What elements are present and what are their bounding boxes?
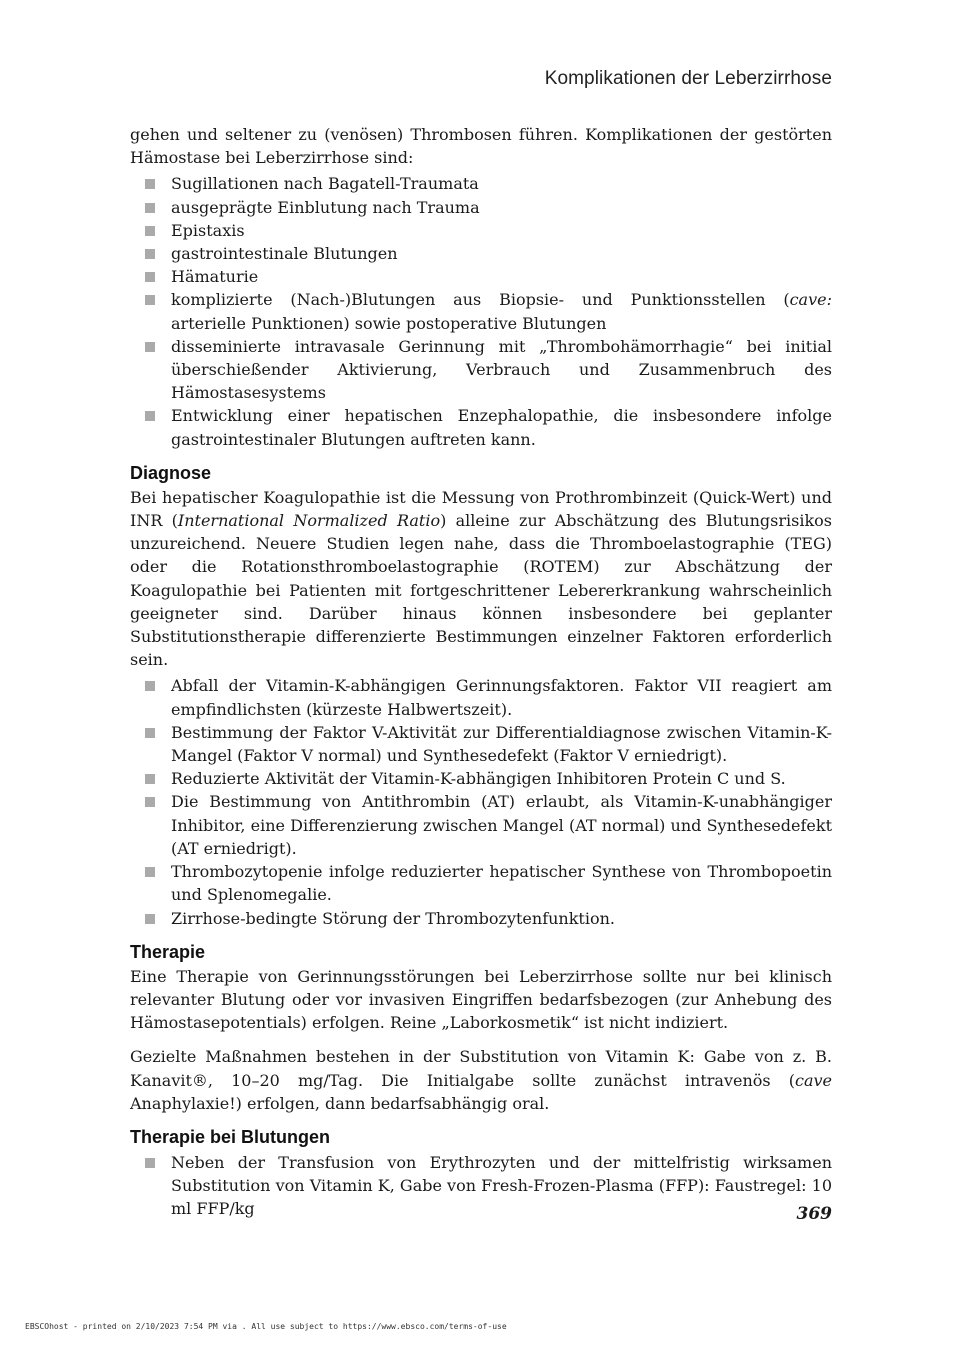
therapie-text-post: Anaphylaxie!) erfolgen, dann bedarfsabhängig oral. (130, 1093, 550, 1113)
complications-list (130, 172, 832, 450)
list-item-text: Sugillationen nach Bagatell-Traumata (171, 174, 479, 194)
square-bullet-icon (145, 226, 155, 236)
section-heading-therapie-blutungen: Therapie bei Blutungen (130, 1126, 331, 1147)
list-item-text: Reduzierte Aktivität der Vitamin-K-abhängigen Inhibitoren Protein C und S. (171, 769, 786, 789)
therapie-paragraph-1: Eine Therapie von Gerinnungsstörungen bei Leberzirrhose sollte nur bei klinisch relevanter Blutung oder vor invasiven Eingriffen bedarfsbezogen (zur Anhebung des Hämostasepotentials) erfolgen. Reine „Laborkosmetik“ ist nicht indiziert. (130, 966, 832, 1033)
list-item-text: gastrointestinale Blutungen (171, 244, 398, 264)
therapie-text-pre: Gezielte Maßnahmen bestehen in der Substitution von Vitamin K: Gabe von z. B. Kanavit®, 10–20 mg/Tag. Die Initialgabe sollte zunächst intravenös ( (130, 1047, 832, 1090)
intro-paragraph: gehen und seltener zu (venösen) Thrombosen führen. Komplikationen der gestörten Hämostase bei Leberzirrhose sind: (130, 125, 832, 168)
square-bullet-icon (145, 295, 155, 305)
list-item (130, 242, 832, 265)
therapie-paragraph-2 (130, 1045, 832, 1115)
list-item-text: Epistaxis (171, 220, 245, 240)
list-item (130, 674, 832, 720)
square-bullet-icon (145, 249, 155, 259)
list-item (130, 907, 832, 930)
square-bullet-icon (145, 179, 155, 189)
list-item-text: Entwicklung einer hepatischen Enzephalopathie, die insbesondere infolge gastrointestinaler Blutungen auftreten kann. (171, 406, 832, 449)
running-head: Komplikationen der Leberzirrhose (544, 68, 832, 89)
therapie-text-emphasis: cave (794, 1070, 832, 1090)
list-item-text: Hämaturie (171, 267, 259, 287)
list-item (130, 335, 832, 405)
square-bullet-icon (145, 774, 155, 784)
diagnose-paragraph (130, 486, 832, 672)
diagnose-text-post: ) alleine zur Abschätzung des Blutungsrisikos unzureichend. Neuere Studien legen nahe, dass die Thromboelastographie (TEG) oder die Rotationsthromboelastographie (ROTEM) zur Abschätzung der Koagulopathie bei Patienten mit fortgeschrittener Lebererkrankung wahrscheinlich geeigneter sind. Darüber hinaus können insbesondere bei geplanter Substitutionstherapie differenzierte Bestimmungen einzelner Faktoren erforderlich sein. (130, 511, 833, 670)
list-item-text: ausgeprägte Einblutung nach Trauma (171, 197, 480, 217)
square-bullet-icon (145, 203, 155, 213)
square-bullet-icon (145, 342, 155, 352)
list-item (130, 860, 832, 906)
list-item (130, 219, 832, 242)
list-item (130, 767, 832, 790)
list-item (130, 1151, 832, 1221)
section-heading-diagnose: Diagnose (130, 462, 212, 483)
list-item-text: Bestimmung der Faktor V-Aktivität zur Differentialdiagnose zwischen Vitamin-K-Mangel (Faktor V normal) und Synthesedefekt (Faktor V erniedrigt). (171, 722, 832, 766)
list-item-text-emphasis: cave: (789, 290, 832, 310)
square-bullet-icon (145, 867, 155, 877)
list-item-text: Abfall der Vitamin-K-abhängigen Gerinnungsfaktoren. Faktor VII reagiert am empfindlichsten (kürzeste Halbwertszeit). (171, 676, 832, 719)
section-heading-therapie: Therapie (130, 941, 206, 962)
list-item (130, 790, 832, 860)
list-item-text: disseminierte intravasale Gerinnung mit „Thrombohämorrhagie“ bei initial überschießender Aktivierung, Verbrauch und Zusammenbruch des Hämostasesystems (171, 336, 832, 403)
square-bullet-icon (145, 272, 155, 282)
list-item-text: Thrombozytopenie infolge reduzierter hepatischer Synthese von Thrombopoetin und Splenomegalie. (171, 862, 832, 905)
list-item (130, 721, 832, 767)
list-item (130, 172, 832, 195)
therapie-blutungen-list (130, 1151, 832, 1221)
square-bullet-icon (145, 914, 155, 924)
print-footer: EBSCOhost - printed on 2/10/2023 7:54 PM via . All use subject to https://www.ebsco.com/terms-of-use (25, 1322, 507, 1331)
square-bullet-icon (145, 681, 155, 691)
square-bullet-icon (145, 728, 155, 738)
list-item-text: Zirrhose-bedingte Störung der Thrombozytenfunktion. (171, 908, 615, 928)
list-item (130, 404, 832, 450)
diagnose-text-emphasis: International Normalized Ratio (177, 511, 441, 531)
list-item-text: Die Bestimmung von Antithrombin (AT) erlaubt, als Vitamin-K-unabhängiger Inhibitor, eine Differenzierung zwischen Mangel (AT normal) und Synthesedefekt (AT erniedrigt). (171, 792, 832, 858)
page-number: 369 (796, 1204, 832, 1224)
page-body (130, 123, 832, 1221)
list-item-text-post: arterielle Punktionen) sowie postoperative Blutungen (171, 313, 607, 333)
diagnose-list (130, 674, 832, 929)
diagnose-text-pre: Bei hepatischer Koagulopathie ist die Messung von Prothrombinzeit (Quick-Wert) und INR ( (130, 487, 832, 531)
list-item (130, 196, 832, 219)
square-bullet-icon (145, 1158, 155, 1168)
list-item-text-pre: komplizierte (Nach-)Blutungen aus Biopsie- und Punktionsstellen ( (171, 290, 790, 310)
list-item (130, 288, 832, 334)
square-bullet-icon (145, 797, 155, 807)
list-item (130, 265, 832, 288)
list-item-text: Neben der Transfusion von Erythrozyten und der mittelfristig wirksamen Substitution von Vitamin K, Gabe von Fresh-Frozen-Plasma (FFP): Faustregel: 10 ml FFP/kg (171, 1152, 832, 1219)
square-bullet-icon (145, 411, 155, 421)
